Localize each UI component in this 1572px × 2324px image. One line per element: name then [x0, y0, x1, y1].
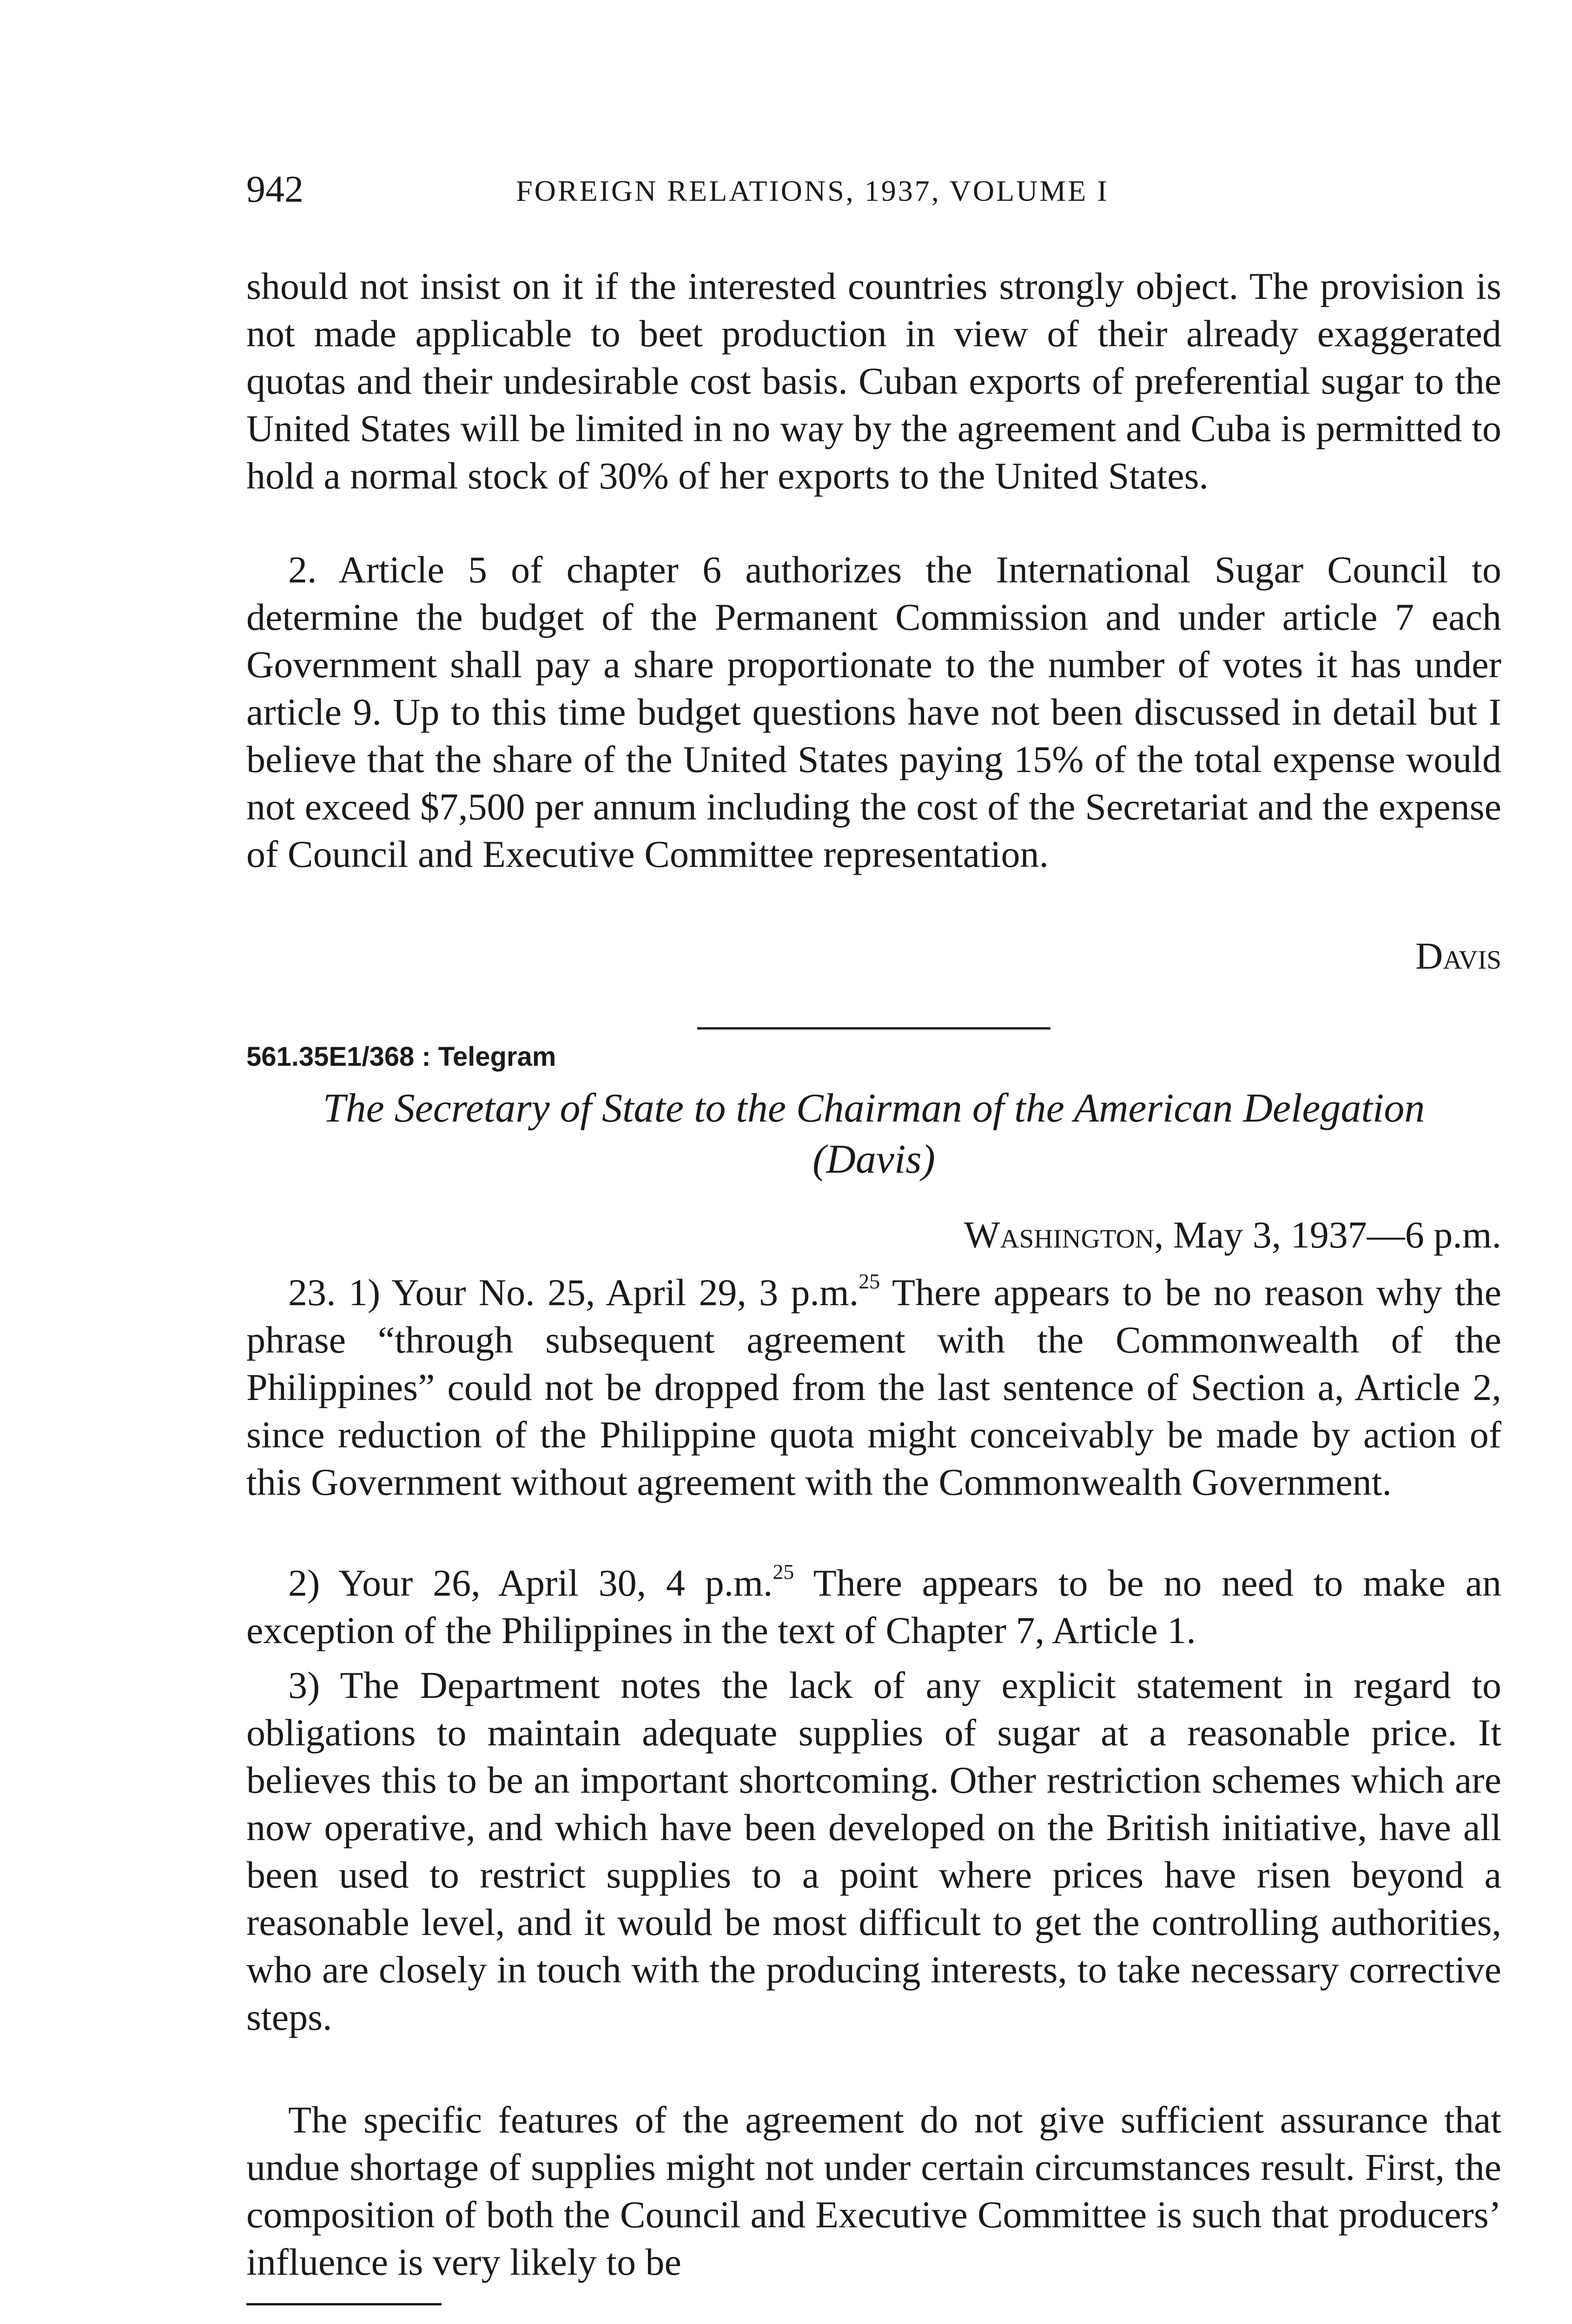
footnote-rule: [246, 2303, 442, 2305]
dateline-city: Washington: [964, 1214, 1154, 1256]
file-reference: 561.35E1/368 : Telegram: [246, 1042, 556, 1072]
paragraph-text: 23. 1) Your No. 25, April 29, 3 p.m.: [288, 1271, 859, 1314]
continuation-paragraph: should not insist on it if the interested countries strongly object. The provision is not made applicable to beet production in view of their already exaggerated quotas and their undesirable cost basis. Cuban exports of preferential sugar to the United States will be limited in no way by the agreement and Cuba is permitted to hold a normal stock of 30% of her exports to the United States.: [246, 265, 1501, 497]
paragraph-text: There appears to be no need to make an exception of the Philippines in the text of Chapter 7, Article 1.: [246, 1562, 1501, 1651]
footnote-reference: 25: [859, 1269, 880, 1293]
dateline: [246, 1213, 1501, 1257]
footnote-reference: 25: [773, 1559, 794, 1584]
document-title-line: The Secretary of State to the Chairman of the American Delegation: [323, 1086, 1425, 1131]
telegram-paragraph-3: 3) The Department notes the lack of any explicit statement in regard to obligations to maintain adequate supplies of sugar at a reasonable price. It believes this to be an important shortcoming. Other restriction schemes which are now operative, and which have been developed on the British initiative, have all been used to restrict supplies to a point where prices have risen beyond a reasonable level, and it would be most difficult to get the controlling authorities, who are closely in touch with the producing interests, to take necessary corrective steps.: [246, 1664, 1501, 2038]
section-divider: [697, 1027, 1050, 1030]
budget-paragraph: 2. Article 5 of chapter 6 authorizes the International Sugar Council to determine the budget of the Permanent Commission and under article 7 each Government shall pay a share proportionate to the number of votes it has under article 9. Up to this time budget questions have not been discussed in detail but I believe that the share of the United States paying 15% of the total expense would not exceed $7,500 per annum including the cost of the Secretariat and the expense of Council and Executive Committee representation.: [246, 548, 1501, 875]
paragraph-text: There appears to be no reason why the phrase “through subsequent agreement with the Commonwealth of the Philippines” could not be dropped from the last sentence of Section a, Article 2, since reduction of the Philippine quota might conceivably be made by action of this Government without agreement with the Commonwealth Government.: [246, 1271, 1501, 1503]
document-title-line: (Davis): [812, 1137, 935, 1182]
page-number: 942: [246, 168, 304, 210]
document-title: [246, 1083, 1501, 1185]
running-title: FOREIGN RELATIONS, 1937, VOLUME I: [516, 174, 1109, 207]
telegram-paragraph-1: [246, 1269, 1501, 1506]
running-head: [246, 167, 1501, 223]
dateline-date: , May 3, 1937—6 p.m.: [1154, 1214, 1501, 1256]
telegram-paragraph-2: [246, 1559, 1501, 1654]
telegram-paragraph-4: The specific features of the agreement do not give sufficient assurance that undue shortage of supplies might not under certain circumstances result. First, the composition of both the Council and Executive Committee is such that producers’ influence is very likely to be: [246, 2099, 1501, 2283]
paragraph-text: 2) Your 26, April 30, 4 p.m.: [288, 1562, 773, 1604]
signature: Davis: [1415, 935, 1501, 977]
